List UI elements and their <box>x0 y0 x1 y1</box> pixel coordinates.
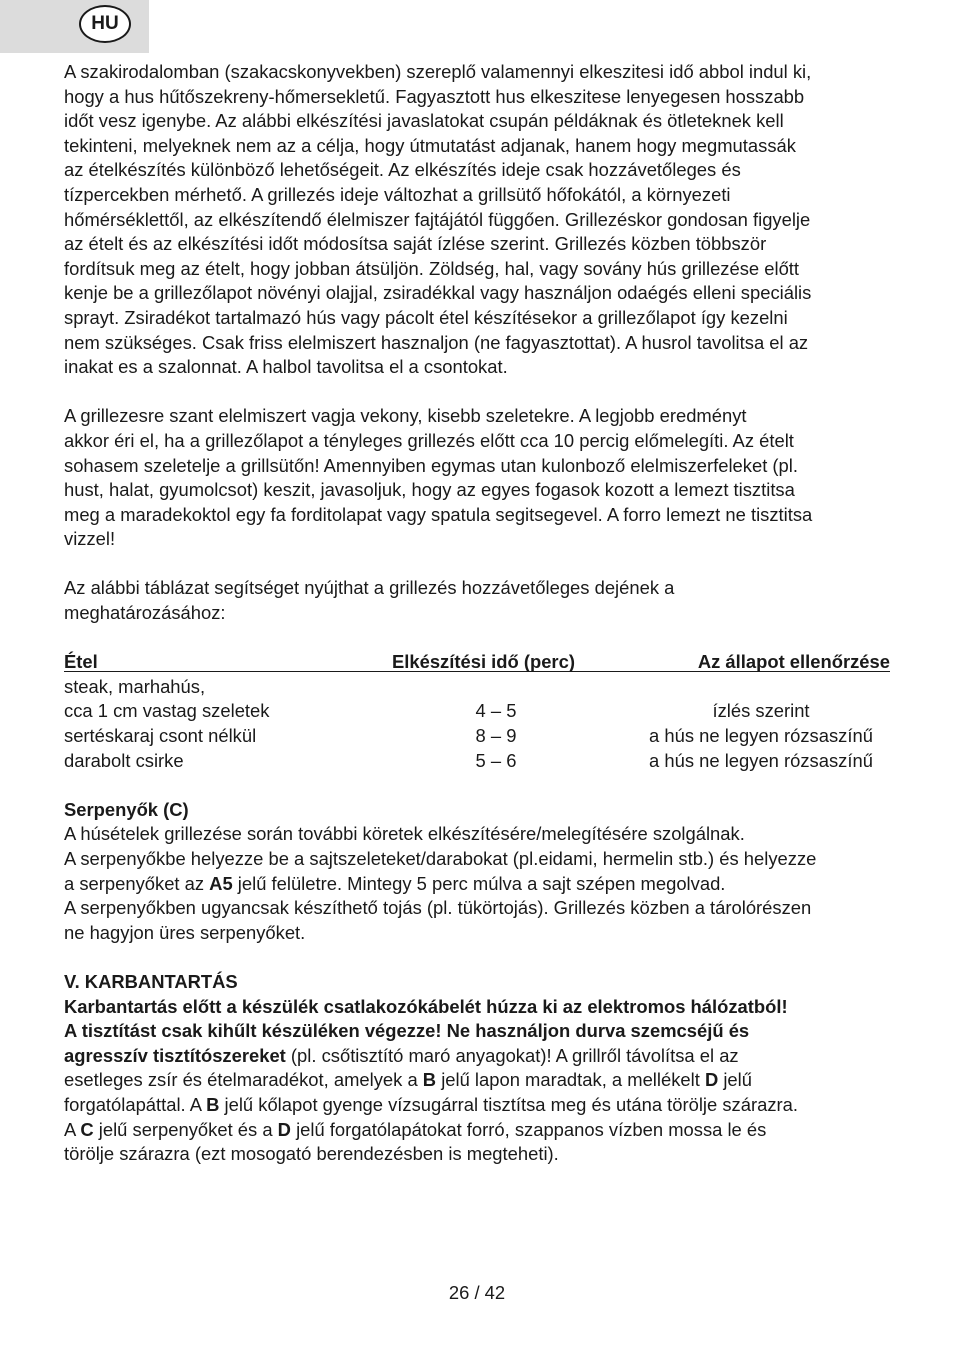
pans-section: Serpenyők (C) A húsételek grillezése során további köretek elkészítésére/melegítésére szolgálnak. A serpenyőkbe helyezze be a sajtszeleteket/darabokat (pl.eidami, hermelin stb.) és helyezze a serpenyőket az A5 jelű felületre. Mintegy 5 perc múlva a sajt szépen megolvad. A serpenyőkben ugyancsak készíthető tojás (pl. tükörtojás). Grillezés közben a tárolórészen ne hagyjon üres serpenyőket. <box>64 798 906 946</box>
table-row: steak, marhahús, <box>64 675 206 697</box>
page-number: 26 / 42 <box>448 1282 506 1303</box>
maintenance-section: V. KARBANTARTÁS Karbantartás előtt a készülék csatlakozókábelét húzza ki az elektromos hálózatból! A tisztítást csak kihűlt készüléken végezze! Ne használjon durva szemcséjű és agresszív tisztítószereket (pl. csőtisztító maró anyagokat)! A grillről távolítsa el az esetleges zsír és ételmaradékot, amelyek a B jelű lapon maradtak, a mellékelt D jelű forgatólapáttal. A B jelű kőlapot gyenge vízsugárral tisztítsa meg és utána törölje szárazra. A C jelű serpenyőket és a D jelű forgatólapátokat forró, szappanos vízben mossa le és törölje szárazra (ezt mosogató berendezésben is megteheti). <box>64 970 906 1167</box>
table-row: cca 1 cm vastag szeletek 4 – 5 ízlés szerint <box>64 700 810 722</box>
header-food: Étel <box>64 651 98 673</box>
language-tab <box>0 0 149 53</box>
header-time: Elkészítési idő (perc) <box>392 651 575 673</box>
maintenance-warning-2: A tisztítást csak kihűlt készüléken végezze! Ne használjon durva szemcséjű és <box>64 1020 750 1042</box>
table-row: sertéskaraj csont nélkül 8 – 9 a hús ne legyen rózsaszínű <box>64 725 873 747</box>
table-intro: Az alábbi táblázat segítséget nyújthat a grillezés hozzávetőleges dejének a meghatározásához: <box>64 577 675 624</box>
maintenance-heading: V. KARBANTARTÁS <box>64 970 238 992</box>
cooking-table-header <box>64 650 906 675</box>
table-row: darabolt csirke 5 – 6 a hús ne legyen rózsaszínű <box>64 749 873 771</box>
pans-heading: Serpenyők (C) <box>64 798 189 820</box>
intro-paragraph: A szakirodalomban (szakacskonyvekben) szereplő valamennyi elkeszitesi idő abbol indul ki, hogy a hus hűtőszekreny-hőmersekletű. Fagyasztott hus elkeszitese lenyegesen hosszabb időt vesz igenybe. Az alábbi elkészítési javaslatokat csupán példáknak és ötleteknek kell tekinteni, melyeknek nem az a célja, hogy útmutatást adjanak, hanem hogy megmutassák az ételkészítés különböző lehetőségeit. Az elkészítés ideje csak hozzávetőleges és tízpercekben mérhető. A grillezés ideje változhat a grillsütő hőfokától, a környezeti hőmérséklettől, az elkészítendő élelmiszer fajtájától függően. Grillezéskor gondosan figyelje az ételt és az elkészítési időt módosítsa saját ízlése szerint. Grillezés közben többször fordítsuk meg az ételt, hogy jobban átsüljön. Zöldség, hal, vagy sovány hús grillezése előtt kenje be a grillezőlapot növényi olajjal, zsiradékkal vagy használjon odaégés elleni speciális sprayt. Zsiradékot tartalmazó hús vagy pácolt étel készítésekor a grillezőlapot így kezelni nem szükséges. Csak friss elelmiszert hasznaljon (ne fagyasztottat). A husrol tavolitsa el az inakat es a szalonnat. A halbol tavolitsa el a csontokat. <box>64 61 812 378</box>
maintenance-warning-1: Karbantartás előtt a készülék csatlakozókábelét húzza ki az elektromos hálózatból! <box>64 995 788 1017</box>
header-check: Az állapot ellenőrzése <box>697 651 890 673</box>
language-badge: HU <box>79 5 131 43</box>
page-content <box>64 60 906 1167</box>
grilling-paragraph: A grillezesre szant elelmiszert vagja vekony, kisebb szeletekre. A legjobb eredményt akkor éri el, ha a grillezőlapot a tényleges grillezés előtt cca 10 percig előmelegíti. Az ételt sohasem szeletelje a grillsütőn! Amennyiben egymas utan kulonboző elelmiszerfeleket (pl. hust, halat, gyumolcsot) keszit, javasoljuk, hogy az egyes fogasok kozott a lemezt tisztitsa meg a maradekoktol egy fa forditolapat vagy spatula segitsegevel. A forro lemezt ne tisztitsa vizzel! <box>64 405 813 550</box>
